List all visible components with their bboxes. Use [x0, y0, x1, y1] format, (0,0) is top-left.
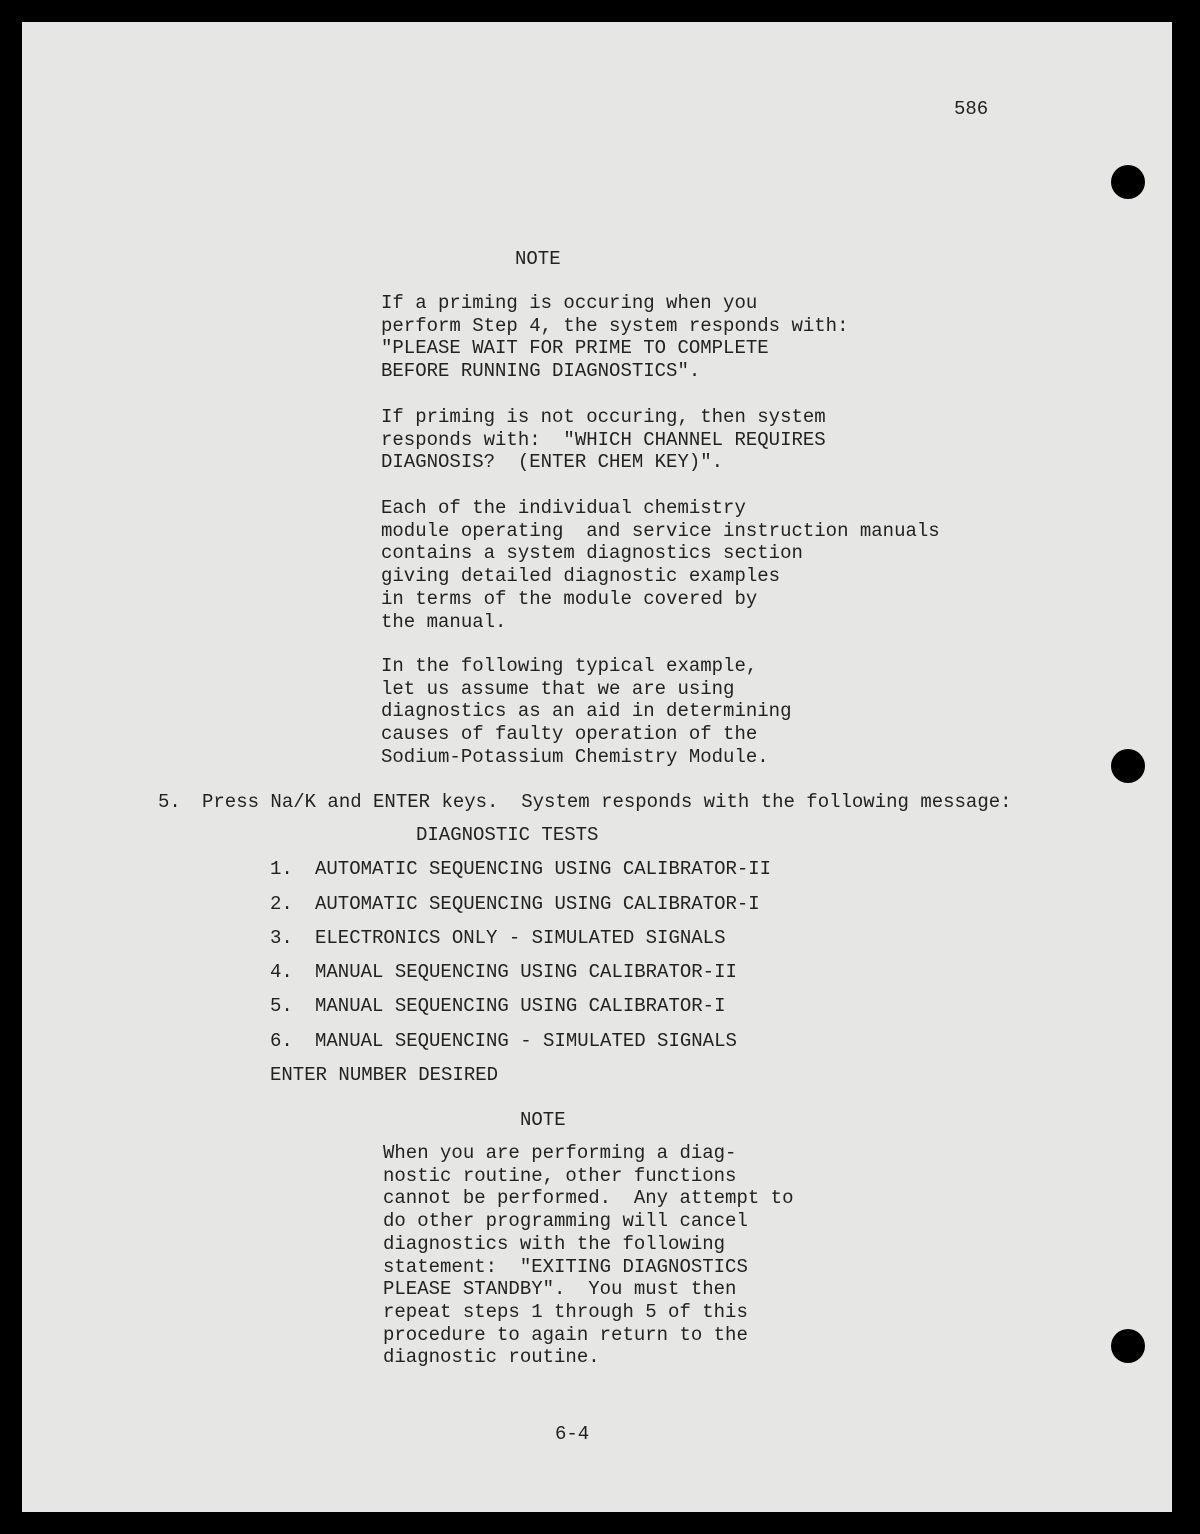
note2-paragraph: When you are performing a diag- nostic routine, other functions cannot be performed. Any attempt to do other programming will cancel diagnostics with the following statement: "EXITING DIAGNOSTICS PLEASE STANDBY". You must then repeat steps 1 through 5 of this procedure to again return to the diagnostic routine. — [383, 1142, 794, 1369]
note1-paragraph-3: Each of the individual chemistry module operating and service instruction manuals contains a system diagnostics section giving detailed diagnostic examples in terms of the module covered by the manual. — [381, 497, 940, 633]
menu-item-2-text: AUTOMATIC SEQUENCING USING CALIBRATOR-I — [315, 893, 760, 915]
note2-heading: NOTE — [520, 1109, 566, 1131]
document-page — [22, 22, 1172, 1512]
menu-item-5-number: 5. — [270, 995, 293, 1017]
diagnostic-menu-title: DIAGNOSTIC TESTS — [416, 824, 599, 846]
menu-item-3-number: 3. — [270, 927, 293, 949]
menu-item-4-text: MANUAL SEQUENCING USING CALIBRATOR-II — [315, 961, 737, 983]
menu-item-4-number: 4. — [270, 961, 293, 983]
page-number-bottom: 6-4 — [555, 1423, 590, 1445]
step5-text: Press Na/K and ENTER keys. System responds with the following message: — [202, 791, 1012, 813]
note1-paragraph-4: In the following typical example, let us assume that we are using diagnostics as an aid in determining causes of faulty operation of the Sodium-Potassium Chemistry Module. — [381, 655, 792, 768]
menu-item-3-text: ELECTRONICS ONLY - SIMULATED SIGNALS — [315, 927, 726, 949]
menu-item-6-text: MANUAL SEQUENCING - SIMULATED SIGNALS — [315, 1030, 737, 1052]
note1-heading: NOTE — [515, 248, 561, 270]
punch-hole-bottom — [1111, 1329, 1145, 1363]
punch-hole-middle — [1111, 749, 1145, 783]
note1-paragraph-2: If priming is not occuring, then system responds with: "WHICH CHANNEL REQUIRES DIAGNOSIS? (ENTER CHEM KEY)". — [381, 406, 826, 474]
note1-paragraph-1: If a priming is occuring when you perform Step 4, the system responds with: "PLEASE WAIT FOR PRIME TO COMPLETE BEFORE RUNNING DIAGNOSTICS". — [381, 292, 849, 383]
page-number-top: 586 — [954, 98, 989, 120]
step5-number: 5. — [158, 791, 181, 813]
menu-item-1-number: 1. — [270, 858, 293, 880]
menu-item-1-text: AUTOMATIC SEQUENCING USING CALIBRATOR-II — [315, 858, 772, 880]
menu-item-6-number: 6. — [270, 1030, 293, 1052]
menu-item-2-number: 2. — [270, 893, 293, 915]
menu-item-5-text: MANUAL SEQUENCING USING CALIBRATOR-I — [315, 995, 726, 1017]
punch-hole-top — [1111, 165, 1145, 199]
diagnostic-menu-prompt: ENTER NUMBER DESIRED — [270, 1064, 499, 1086]
